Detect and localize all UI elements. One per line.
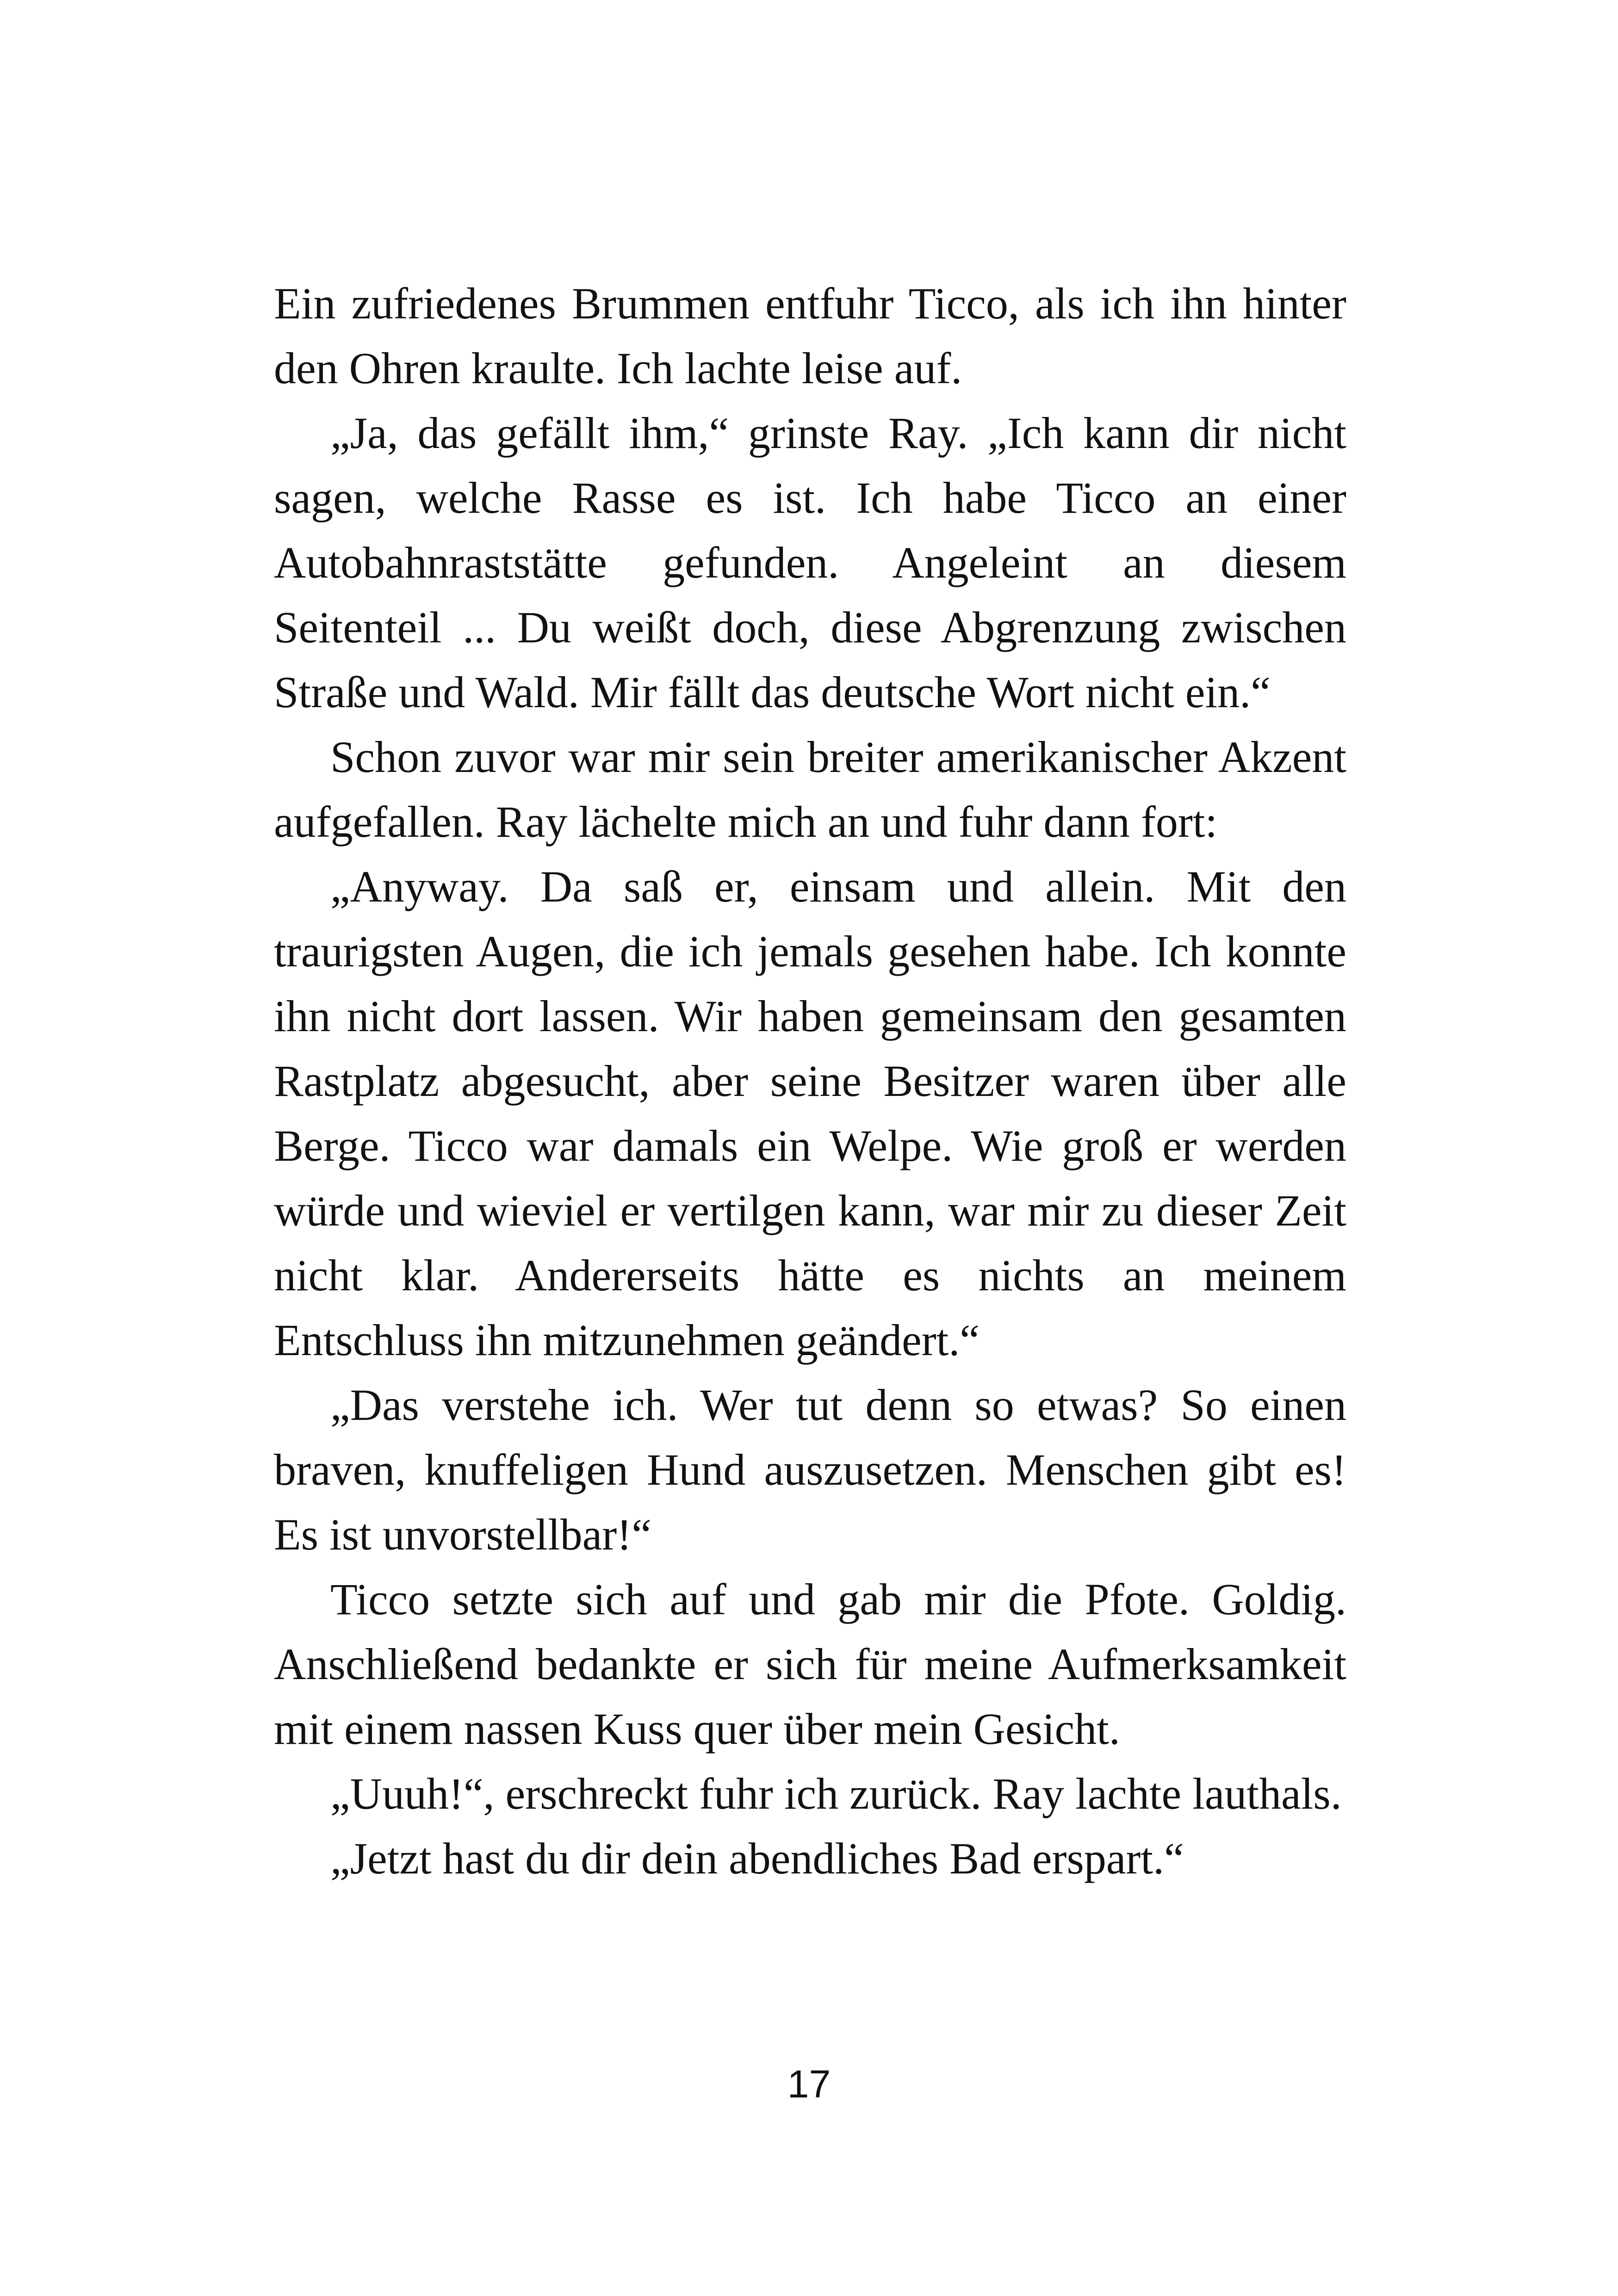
page-number: 17 (787, 2062, 831, 2106)
paragraph: Ticco setzte sich auf und gab mir die Pfote. Goldig. Anschließend bedankte er sich für meine Aufmerksamkeit mit einem nassen Kuss quer über mein Gesicht. (274, 1574, 1346, 1754)
paragraph: Schon zuvor war mir sein breiter amerikanischer Akzent aufgefallen. Ray lächelte mich an und fuhr dann fort: (274, 732, 1346, 846)
paragraph: „Ja, das gefällt ihm,“ grinste Ray. „Ich kann dir nicht sagen, welche Rasse es ist. Ich habe Ticco an einer Autobahnraststätte gefunden. Angeleint an diesem Seitenteil ... Du weißt doch, diese Abgrenzung zwischen Straße und Wald. Mir fällt das deutsche Wort nicht ein.“ (274, 408, 1346, 717)
paragraph: „Anyway. Da saß er, einsam und allein. Mit den traurigsten Augen, die ich jemals gesehen habe. Ich konnte ihn nicht dort lassen. Wir haben gemeinsam den gesamten Rastplatz abgesucht, aber seine Besitzer waren über alle Berge. Ticco war damals ein Welpe. Wie groß er werden würde und wieviel er vertilgen kann, war mir zu dieser Zeit nicht klar. Andererseits hätte es nichts an meinem Entschluss ihn mitzunehmen geändert.“ (274, 862, 1346, 1365)
paragraph: „Uuuh!“, erschreckt fuhr ich zurück. Ray lachte lauthals. (330, 1769, 1342, 1818)
paragraph: Ein zufriedenes Brummen entfuhr Ticco, als ich ihn hinter den Ohren kraulte. Ich lachte leise auf. (274, 279, 1346, 393)
body-text (274, 271, 1346, 1891)
paragraph: „Jetzt hast du dir dein abendliches Bad erspart.“ (330, 1834, 1184, 1883)
paragraph: „Das verstehe ich. Wer tut denn so etwas? So einen braven, knuffeligen Hund auszusetzen. Menschen gibt es! Es ist unvorstellbar!“ (274, 1380, 1346, 1559)
